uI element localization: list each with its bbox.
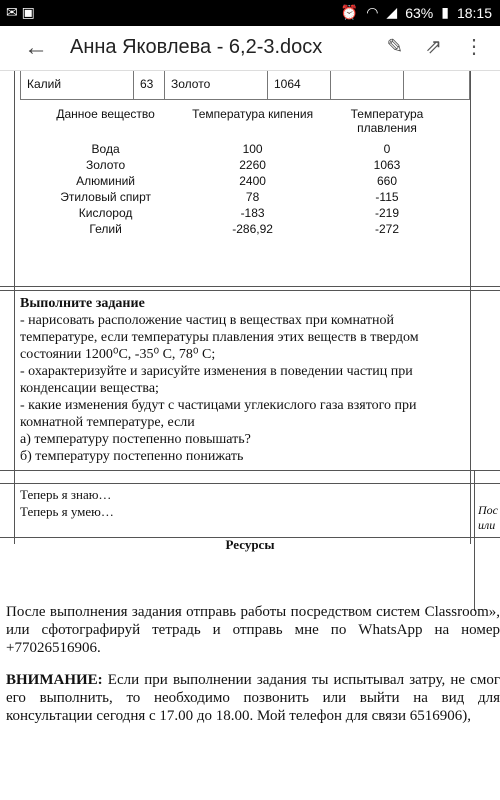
alarm-icon: ⏰ (340, 4, 359, 20)
header-melting: Температура плавления (350, 107, 424, 135)
signal-icon: ◢ (386, 4, 398, 20)
open-external-icon[interactable]: ⇗ (425, 36, 442, 58)
edit-pencil-icon[interactable]: ✎ (386, 36, 404, 58)
wifi-icon: ◠ (366, 4, 379, 20)
back-arrow-icon[interactable]: ← (24, 34, 48, 61)
task-line: конденсации вещества; (20, 381, 159, 396)
header-substance: Данное вещество (56, 107, 155, 121)
reflect-know: Теперь я знаю… (20, 487, 112, 502)
task-line: - какие изменения будут с частицами углекислого газа взятого при (20, 398, 417, 413)
battery-icon: ▮ (441, 4, 449, 20)
task-line: комнатной температуре, если (20, 415, 195, 430)
document-title: Анна Яковлева - 6,2-3.docx (70, 36, 323, 58)
task-line: - охарактеризуйте и зарисуйте изменения в поведении частиц при (20, 364, 413, 379)
notification-icons: ✉ ▣ (6, 4, 35, 20)
table-border (0, 483, 500, 484)
table-row: Гелий -286,92 -272 (89, 222, 399, 236)
table-border (0, 286, 500, 287)
header-boiling: Температура кипения (192, 107, 314, 121)
task-block (20, 295, 465, 465)
document-view[interactable] (0, 71, 500, 800)
table-border (0, 290, 500, 291)
app-bar (0, 26, 500, 71)
cell-number: 63 (134, 71, 165, 99)
warning-paragraph (6, 671, 500, 725)
table-border (0, 470, 500, 471)
task-line: а) температуру постепенно повышать? (20, 432, 251, 447)
task-heading: Выполните задание (20, 296, 145, 311)
status-bar (0, 0, 500, 26)
table-row: Кислород -183 -219 (78, 206, 399, 220)
task-line: - нарисовать расположение частиц в веществах при комнатной (20, 313, 394, 328)
scanned-table-row (20, 71, 470, 100)
clock: 18:15 (456, 4, 492, 21)
warning-text: Если при выполнении задания ты испытывал затру, не смог его выполнить, то необходимо позвонить или выйти на вид для консультации сегодня с 17.00 до 18.00. Мой телефон для связи 6516906), (6, 672, 500, 724)
substance-properties-table (30, 107, 450, 237)
task-line: состоянии 1200⁰С, -35⁰ С, 78⁰ С; (20, 347, 216, 362)
table-row: Золото 2260 1063 (85, 158, 401, 172)
table-border (470, 71, 471, 544)
cell-element: Золото (165, 71, 268, 99)
table-row: Алюминий 2400 660 (76, 174, 397, 188)
task-line: б) температуру постепенно понижать (20, 449, 244, 464)
table-row: Вода 100 0 (91, 142, 391, 156)
instruction-paragraph: После выполнения задания отправь работы посредством систем Classroom», или сфотографируй тетрадь и отправь мне по WhatsApp на номер +77026516906. (6, 604, 500, 656)
cell-number: 1064 (268, 71, 331, 99)
table-border (14, 71, 15, 544)
reflect-can: Теперь я умею… (20, 504, 114, 519)
table-row: Этиловый спирт 78 -115 (60, 190, 399, 204)
resources-heading: Ресурсы (225, 537, 275, 552)
reflection-block (20, 486, 114, 520)
battery-percent: 63% (405, 4, 434, 21)
task-line: температуре, если температуры плавления этих веществ в твердом (20, 330, 419, 345)
warning-label: ВНИМАНИЕ: (6, 672, 103, 688)
side-note: Пос или (478, 503, 498, 532)
more-menu-icon[interactable]: ⋮ (464, 36, 484, 58)
cell-element: Калий (21, 71, 134, 99)
